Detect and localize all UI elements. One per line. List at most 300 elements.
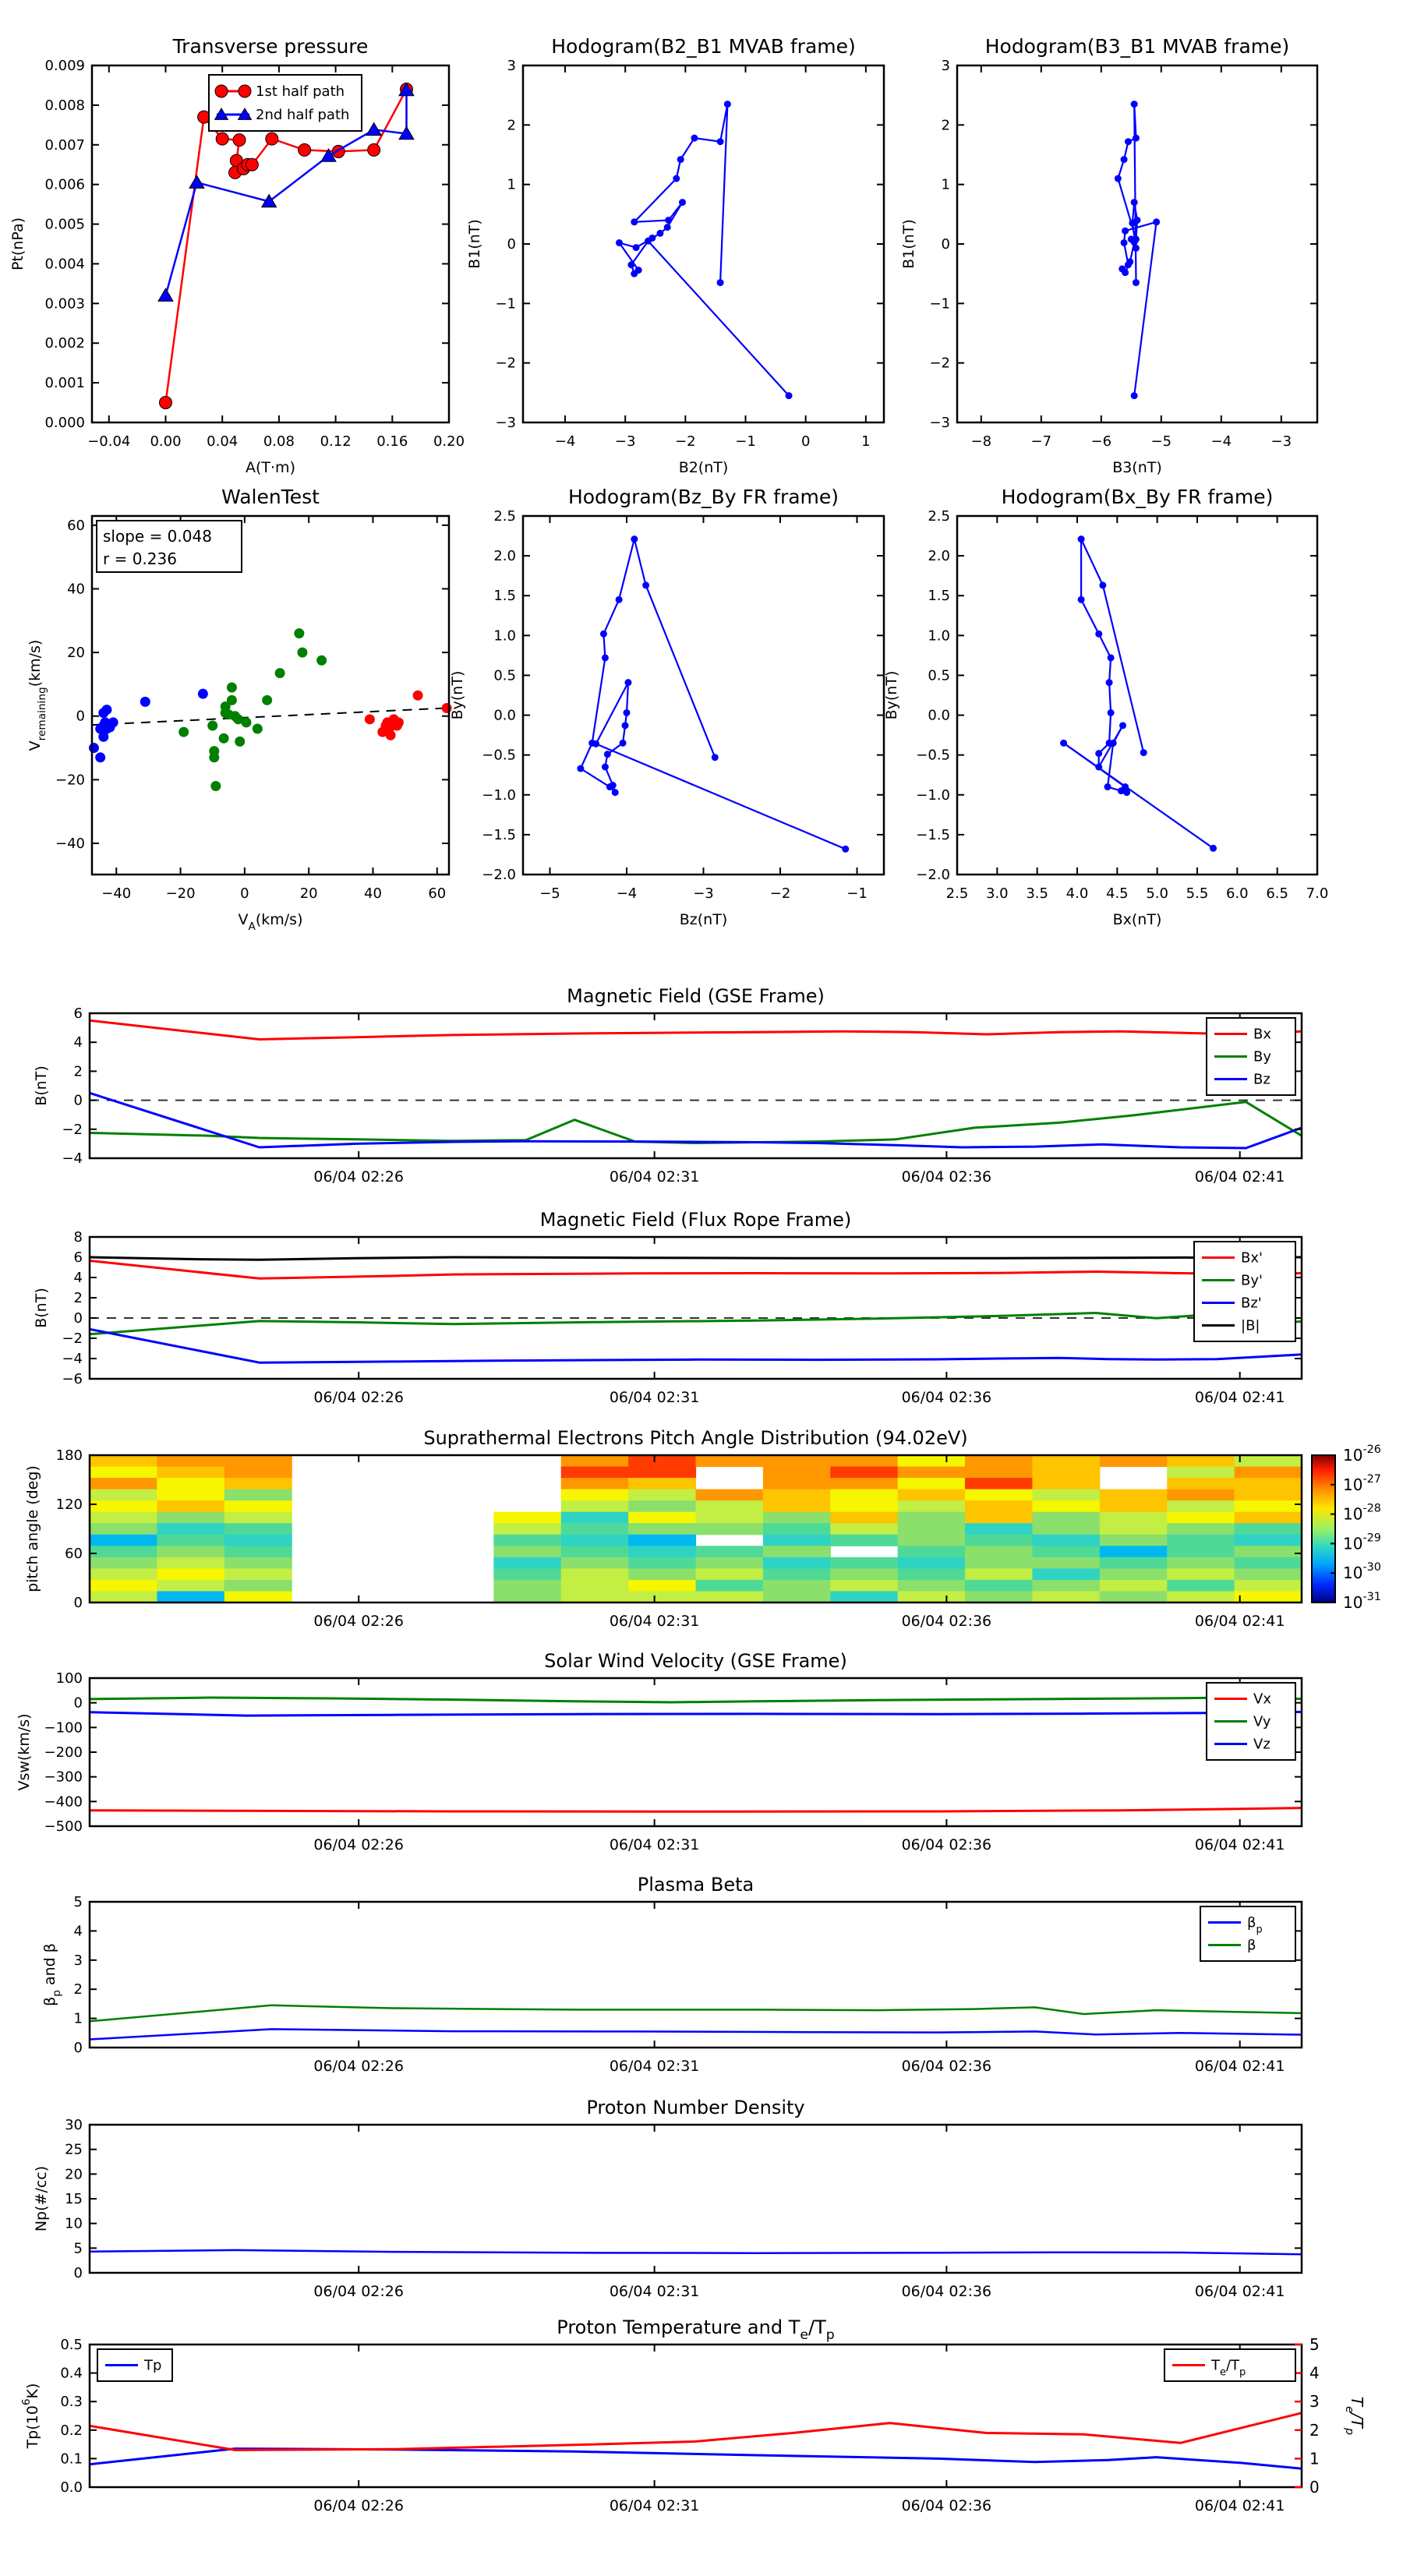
point-marker: [623, 709, 630, 716]
point-marker: [216, 133, 228, 145]
y-tick-label: 0: [73, 1310, 83, 1327]
point-marker: [299, 143, 311, 156]
right-y-tick-label: 4: [1309, 2363, 1320, 2383]
point-marker: [620, 740, 627, 747]
point-marker: [365, 714, 375, 724]
point-marker: [717, 138, 724, 145]
point-marker: [1110, 740, 1117, 747]
y-axis-label: $\beta_p$ and β: [41, 1943, 63, 2006]
y-tick-label: −0.5: [482, 747, 516, 764]
x-tick-label: 06/04 02:41: [1194, 1168, 1285, 1186]
colorbar-tick-label: $10^{-29}$: [1343, 1532, 1381, 1553]
y-tick-label: 100: [55, 1670, 83, 1687]
point-marker: [1133, 235, 1140, 242]
x-tick-label: 0: [240, 885, 249, 902]
y-axis-label: Pt(nPa): [9, 217, 27, 271]
y-axis-label: Vsw(km/s): [16, 1713, 33, 1791]
point-marker: [413, 691, 423, 701]
y-tick-label: 0: [73, 1694, 83, 1712]
magnetic-field-gse-title: Magnetic Field (GSE Frame): [567, 985, 825, 1007]
x-tick-label: −4: [1210, 433, 1232, 450]
point-marker: [1122, 228, 1129, 235]
point-marker: [89, 743, 99, 753]
y-tick-label: 0: [73, 1595, 83, 1611]
legend-label: $\beta_p$: [1247, 1914, 1263, 1936]
y-tick-label: −2.0: [482, 867, 516, 883]
point-marker: [239, 85, 251, 97]
point-marker: [209, 752, 219, 762]
y-tick-label: 0.5: [493, 667, 516, 684]
x-tick-label: 06/04 02:31: [609, 2497, 700, 2514]
y-tick-label: 6: [73, 1005, 83, 1022]
x-tick-label: 06/04 02:36: [901, 1836, 992, 1853]
y-tick-label: 3: [507, 58, 516, 74]
point-marker: [631, 218, 638, 225]
point-marker: [297, 648, 307, 658]
point-marker: [368, 143, 380, 156]
point-marker: [101, 705, 111, 715]
point-marker: [1133, 135, 1140, 142]
x-tick-label: 06/04 02:41: [1194, 2283, 1285, 2300]
point-marker: [1106, 679, 1113, 686]
y-axis-label: $Tp(10^6K)$: [20, 2383, 41, 2449]
y-axis-label: B(nT): [33, 1065, 50, 1106]
point-marker: [1078, 535, 1085, 542]
y-tick-label: −2: [495, 355, 516, 372]
y-tick-label: −4: [62, 1351, 83, 1367]
point-marker: [210, 781, 221, 791]
y-tick-label: 10: [65, 2215, 83, 2232]
y-tick-label: 0: [73, 2265, 83, 2281]
x-tick-label: −5: [1150, 433, 1172, 450]
point-marker: [602, 654, 609, 661]
y-axis-label: B1(nT): [900, 219, 917, 269]
y-tick-label: 8: [73, 1229, 83, 1246]
x-tick-label: 0.16: [376, 433, 408, 450]
y-tick-label: 0.000: [44, 415, 85, 431]
y-tick-label: 1.0: [493, 627, 516, 645]
x-axis-label: A(T·m): [246, 459, 295, 476]
point-marker: [624, 679, 631, 686]
x-tick-label: −4: [616, 885, 638, 902]
point-marker: [253, 724, 263, 734]
y-tick-label: 25: [65, 2141, 83, 2158]
x-tick-label: −3: [614, 433, 636, 450]
y-tick-label: 0: [941, 236, 950, 253]
point-marker: [616, 596, 623, 603]
y-axis-label: By(nT): [883, 670, 900, 720]
point-marker: [198, 689, 208, 699]
x-axis-label: Bx(nT): [1112, 911, 1162, 928]
point-marker: [1125, 138, 1132, 145]
y-tick-label: 0.2: [60, 2422, 83, 2439]
point-marker: [266, 133, 278, 145]
y-tick-label: −0.5: [916, 747, 950, 764]
legend-label: Bx: [1253, 1026, 1272, 1043]
proton-number-density-title: Proton Number Density: [586, 2097, 805, 2118]
point-marker: [691, 135, 698, 142]
x-tick-label: −7: [1030, 433, 1052, 450]
point-marker: [602, 764, 609, 771]
magnetic-field-flux-rope-title: Magnetic Field (Flux Rope Frame): [539, 1209, 852, 1231]
x-tick-label: −3: [693, 885, 714, 902]
hodogram-b2-b1-title: Hodogram(B2_B1 MVAB frame): [551, 35, 856, 58]
point-marker: [631, 535, 638, 542]
point-marker: [316, 655, 327, 666]
y-axis-label: By(nT): [449, 670, 466, 720]
x-tick-label: 20: [299, 885, 318, 902]
legend-label: 1st half path: [256, 83, 345, 100]
point-marker: [842, 846, 849, 853]
point-marker: [241, 717, 251, 727]
x-tick-label: 06/04 02:36: [901, 1613, 992, 1630]
point-marker: [227, 683, 237, 693]
x-tick-label: 06/04 02:31: [609, 1168, 700, 1186]
colorbar-tick-label: $10^{-30}$: [1343, 1561, 1381, 1583]
x-tick-label: 6.5: [1266, 885, 1288, 902]
y-tick-label: 1.5: [493, 588, 516, 605]
x-tick-label: 06/04 02:26: [313, 2058, 404, 2075]
point-marker: [108, 717, 118, 727]
x-tick-label: −2: [769, 885, 791, 902]
y-tick-label: 15: [65, 2191, 83, 2207]
y-axis-label: B1(nT): [466, 219, 483, 269]
annotation-line: r = 0.236: [103, 549, 177, 568]
legend-label: Vy: [1253, 1713, 1271, 1730]
y-tick-label: −40: [55, 836, 85, 852]
y-tick-label: 180: [55, 1447, 83, 1464]
x-tick-label: 0.20: [433, 433, 465, 450]
hodogram-bx-by-title: Hodogram(Bx_By FR frame): [1001, 486, 1274, 508]
colorbar-tick-label: $10^{-28}$: [1343, 1502, 1381, 1524]
y-tick-label: 120: [55, 1496, 83, 1513]
x-tick-label: 2.5: [945, 885, 969, 902]
y-tick-label: 0: [76, 708, 85, 725]
point-marker: [656, 230, 663, 237]
y-tick-label: −1.0: [482, 786, 516, 804]
point-marker: [140, 697, 150, 707]
point-marker: [1108, 709, 1115, 716]
y-tick-label: 0.5: [60, 2337, 83, 2353]
x-tick-label: −1: [735, 433, 756, 450]
y-tick-label: −20: [55, 772, 85, 789]
right-y-tick-label: 1: [1309, 2449, 1320, 2468]
x-tick-label: 0.12: [320, 433, 352, 450]
y-tick-label: 0: [73, 1092, 83, 1109]
y-tick-label: 0.007: [44, 136, 85, 154]
x-tick-label: 4.5: [1106, 885, 1129, 902]
point-marker: [610, 782, 617, 789]
y-tick-label: 0.4: [60, 2365, 83, 2382]
point-marker: [1122, 269, 1129, 276]
point-marker: [160, 397, 172, 409]
y-tick-label: 2: [73, 1290, 83, 1306]
point-marker: [275, 668, 285, 678]
y-tick-label: 4: [73, 1923, 83, 1940]
colorbar-tick-label: $10^{-26}$: [1343, 1443, 1381, 1465]
y-tick-label: −3: [495, 415, 516, 431]
point-marker: [1153, 218, 1160, 225]
y-tick-label: 2: [941, 117, 950, 134]
y-tick-label: 5: [73, 1894, 83, 1910]
y-tick-label: 0.005: [44, 216, 85, 233]
x-tick-label: 06/04 02:36: [901, 2058, 992, 2075]
x-tick-label: 40: [364, 885, 382, 902]
x-tick-label: 06/04 02:36: [901, 1168, 992, 1186]
y-tick-label: −2: [62, 1121, 83, 1138]
point-marker: [1104, 783, 1111, 790]
y-tick-label: −4: [62, 1150, 83, 1167]
x-tick-label: −8: [970, 433, 992, 450]
x-tick-label: 3.5: [1026, 885, 1048, 902]
proton-temperature-title: Proton Temperature and $T_e/T_p$: [557, 2316, 835, 2343]
electron-pitch-angle-distribution-title: Suprathermal Electrons Pitch Angle Distribution (94.02eV): [423, 1427, 968, 1449]
point-marker: [635, 267, 642, 274]
x-tick-label: 06/04 02:41: [1194, 1389, 1285, 1406]
point-marker: [262, 695, 272, 705]
x-tick-label: 06/04 02:31: [609, 2058, 700, 2075]
x-tick-label: 1: [861, 433, 871, 450]
point-marker: [600, 631, 607, 638]
point-marker: [1060, 740, 1067, 747]
x-tick-label: −3: [1270, 433, 1292, 450]
point-marker: [386, 730, 396, 740]
y-tick-label: 2.5: [928, 508, 950, 525]
x-tick-label: 7.0: [1306, 885, 1329, 902]
y-tick-label: 40: [67, 581, 85, 598]
y-axis-label: Np(#/cc): [33, 2165, 50, 2232]
point-marker: [1122, 783, 1129, 790]
y-tick-label: −200: [44, 1744, 83, 1761]
y-tick-label: 0: [507, 236, 516, 253]
x-tick-label: −1: [846, 885, 868, 902]
point-marker: [294, 628, 304, 638]
y-tick-label: −1.0: [916, 786, 950, 804]
y-tick-label: −2.0: [916, 867, 950, 883]
solar-wind-velocity-title: Solar Wind Velocity (GSE Frame): [544, 1650, 847, 1672]
y-tick-label: −1: [929, 295, 950, 313]
x-tick-label: 06/04 02:26: [313, 1613, 404, 1630]
y-tick-label: 20: [65, 2166, 83, 2183]
y-tick-label: 0.1: [60, 2451, 83, 2468]
point-marker: [679, 199, 686, 206]
point-marker: [246, 158, 258, 171]
point-marker: [1140, 749, 1147, 756]
y-tick-label: −3: [929, 415, 950, 431]
x-tick-label: −40: [101, 885, 132, 902]
x-tick-label: 0: [800, 433, 811, 450]
y-tick-label: 2.5: [493, 508, 516, 525]
legend-label: 2nd half path: [256, 107, 350, 123]
point-marker: [592, 740, 599, 747]
y-tick-label: 0.0: [928, 707, 950, 724]
x-tick-label: 06/04 02:36: [901, 2283, 992, 2300]
x-tick-label: −5: [539, 885, 560, 902]
point-marker: [1095, 764, 1102, 771]
x-tick-label: 0.04: [207, 433, 239, 450]
x-tick-label: 06/04 02:26: [313, 1836, 404, 1853]
y-tick-label: −400: [44, 1793, 83, 1811]
y-tick-label: 1: [507, 176, 516, 193]
point-marker: [577, 765, 584, 772]
x-tick-label: −0.04: [87, 433, 131, 450]
y-tick-label: 60: [67, 517, 85, 534]
legend-label: Tp: [144, 2357, 162, 2374]
point-marker: [1133, 279, 1140, 286]
x-tick-label: −6: [1090, 433, 1112, 450]
y-tick-label: 0.3: [60, 2394, 83, 2411]
point-marker: [1099, 581, 1106, 588]
y-tick-label: 0.006: [44, 176, 85, 193]
point-marker: [712, 754, 719, 761]
y-tick-label: 20: [67, 645, 85, 662]
x-tick-label: 06/04 02:41: [1194, 2497, 1285, 2514]
x-tick-label: 0.00: [150, 433, 182, 450]
x-tick-label: 6.0: [1226, 885, 1249, 902]
y-axis-label: $V_{remaining}(km/s)$: [27, 639, 48, 751]
point-marker: [664, 224, 671, 231]
x-tick-label: −4: [554, 433, 576, 450]
point-marker: [717, 279, 724, 286]
y-tick-label: −6: [62, 1371, 83, 1387]
x-tick-label: 06/04 02:41: [1194, 1613, 1285, 1630]
x-tick-label: −2: [675, 433, 696, 450]
point-marker: [1131, 101, 1138, 108]
y-tick-label: 0.001: [44, 375, 85, 392]
y-tick-label: 0.004: [44, 256, 85, 273]
point-marker: [1133, 245, 1140, 252]
x-tick-label: 5.5: [1186, 885, 1209, 902]
y-tick-label: 30: [65, 2117, 83, 2133]
point-marker: [1095, 750, 1102, 757]
x-tick-label: 06/04 02:31: [609, 1836, 700, 1853]
point-marker: [1121, 239, 1128, 246]
point-marker: [633, 244, 640, 251]
y-tick-label: 0.003: [44, 295, 85, 313]
point-marker: [673, 175, 680, 182]
x-axis-label: B3(nT): [1112, 459, 1162, 476]
point-marker: [648, 235, 656, 242]
y-tick-label: 0.002: [44, 335, 85, 352]
legend-label: $T_e/T_p$: [1211, 2357, 1246, 2379]
point-marker: [233, 134, 246, 147]
right-y-tick-label: 5: [1309, 2335, 1320, 2354]
y-tick-label: 60: [65, 1546, 83, 1562]
x-tick-label: 0.08: [263, 433, 295, 450]
x-tick-label: 06/04 02:31: [609, 1613, 700, 1630]
y-tick-label: 5: [73, 2240, 83, 2257]
legend-label: By': [1241, 1272, 1263, 1289]
point-marker: [1121, 156, 1128, 163]
x-axis-label: B2(nT): [678, 459, 729, 476]
y-tick-label: 0.009: [44, 58, 85, 74]
legend-label: Bz': [1241, 1295, 1262, 1312]
y-tick-label: −1: [495, 295, 516, 313]
y-tick-label: 6: [73, 1249, 83, 1266]
right-y-tick-label: 2: [1309, 2420, 1320, 2440]
y-tick-label: 3: [73, 1952, 83, 1969]
y-tick-label: −1.5: [482, 826, 516, 843]
point-marker: [215, 85, 228, 97]
y-tick-label: 1: [73, 2010, 83, 2027]
hodogram-b3-b1-title: Hodogram(B3_B1 MVAB frame): [984, 35, 1290, 58]
x-tick-label: 4.0: [1066, 885, 1089, 902]
transverse-pressure-title: Transverse pressure: [172, 35, 369, 58]
y-tick-label: 2: [507, 117, 516, 134]
x-tick-label: 60: [428, 885, 447, 902]
legend-label: By: [1253, 1048, 1272, 1065]
x-tick-label: 06/04 02:36: [901, 2497, 992, 2514]
y-tick-label: −500: [44, 1818, 83, 1835]
point-marker: [1115, 175, 1122, 182]
x-tick-label: 06/04 02:41: [1194, 2058, 1285, 2075]
point-marker: [677, 156, 684, 163]
legend-label: β: [1247, 1937, 1256, 1954]
electron-pitch-angle-distribution: [24, 1427, 1381, 1630]
y-tick-label: 2: [73, 1063, 83, 1080]
walen-test-title: WalenTest: [221, 486, 320, 508]
point-marker: [1131, 392, 1138, 399]
point-marker: [235, 737, 245, 747]
annotation-line: slope = 0.048: [103, 527, 212, 546]
y-tick-label: 2: [73, 1981, 83, 1998]
y-tick-label: −2: [929, 355, 950, 372]
y-tick-label: 2.0: [928, 548, 950, 565]
x-tick-label: 06/04 02:26: [313, 1389, 404, 1406]
y-tick-label: 1.0: [928, 627, 950, 645]
y-tick-label: 0: [73, 2040, 83, 2056]
point-marker: [627, 261, 634, 268]
y-tick-label: 1: [941, 176, 950, 193]
point-marker: [616, 239, 623, 246]
legend-label: Vx: [1253, 1691, 1271, 1708]
hodogram-bz-by-title: Hodogram(Bz_By FR frame): [567, 486, 839, 508]
point-marker: [1131, 199, 1138, 206]
colorbar-tick-label: $10^{-27}$: [1343, 1472, 1381, 1494]
x-tick-label: 06/04 02:26: [313, 2497, 404, 2514]
x-axis-label: $V_A(km/s)$: [238, 911, 303, 933]
point-marker: [642, 581, 649, 588]
legend-label: Vz: [1253, 1736, 1270, 1753]
y-axis-label: B(nT): [33, 1288, 50, 1328]
y-tick-label: −300: [44, 1769, 83, 1786]
point-marker: [786, 392, 793, 399]
y-tick-label: −2: [62, 1330, 83, 1347]
y-tick-label: 4: [73, 1034, 83, 1051]
point-marker: [1210, 845, 1217, 852]
point-marker: [724, 101, 731, 108]
legend-label: Bz: [1253, 1071, 1270, 1088]
y-tick-label: −100: [44, 1719, 83, 1737]
y-tick-label: 2.0: [493, 548, 516, 565]
colorbar-tick-label: $10^{-31}$: [1343, 1591, 1381, 1612]
x-tick-label: 06/04 02:31: [609, 2283, 700, 2300]
legend-label: |B|: [1241, 1317, 1260, 1334]
x-axis-label: Bz(nT): [679, 911, 728, 928]
right-y-axis-label: $T_e/T_p$: [1343, 2396, 1366, 2436]
y-tick-label: 0.5: [928, 667, 950, 684]
point-marker: [178, 727, 189, 737]
point-marker: [1134, 217, 1141, 224]
point-marker: [1119, 722, 1126, 729]
x-tick-label: 06/04 02:41: [1194, 1836, 1285, 1853]
point-marker: [1126, 258, 1133, 265]
point-marker: [95, 752, 105, 762]
x-tick-label: 3.0: [986, 885, 1009, 902]
plasma-beta-title: Plasma Beta: [637, 1874, 755, 1896]
legend-label: Bx': [1241, 1249, 1263, 1267]
x-tick-label: 5.0: [1146, 885, 1168, 902]
